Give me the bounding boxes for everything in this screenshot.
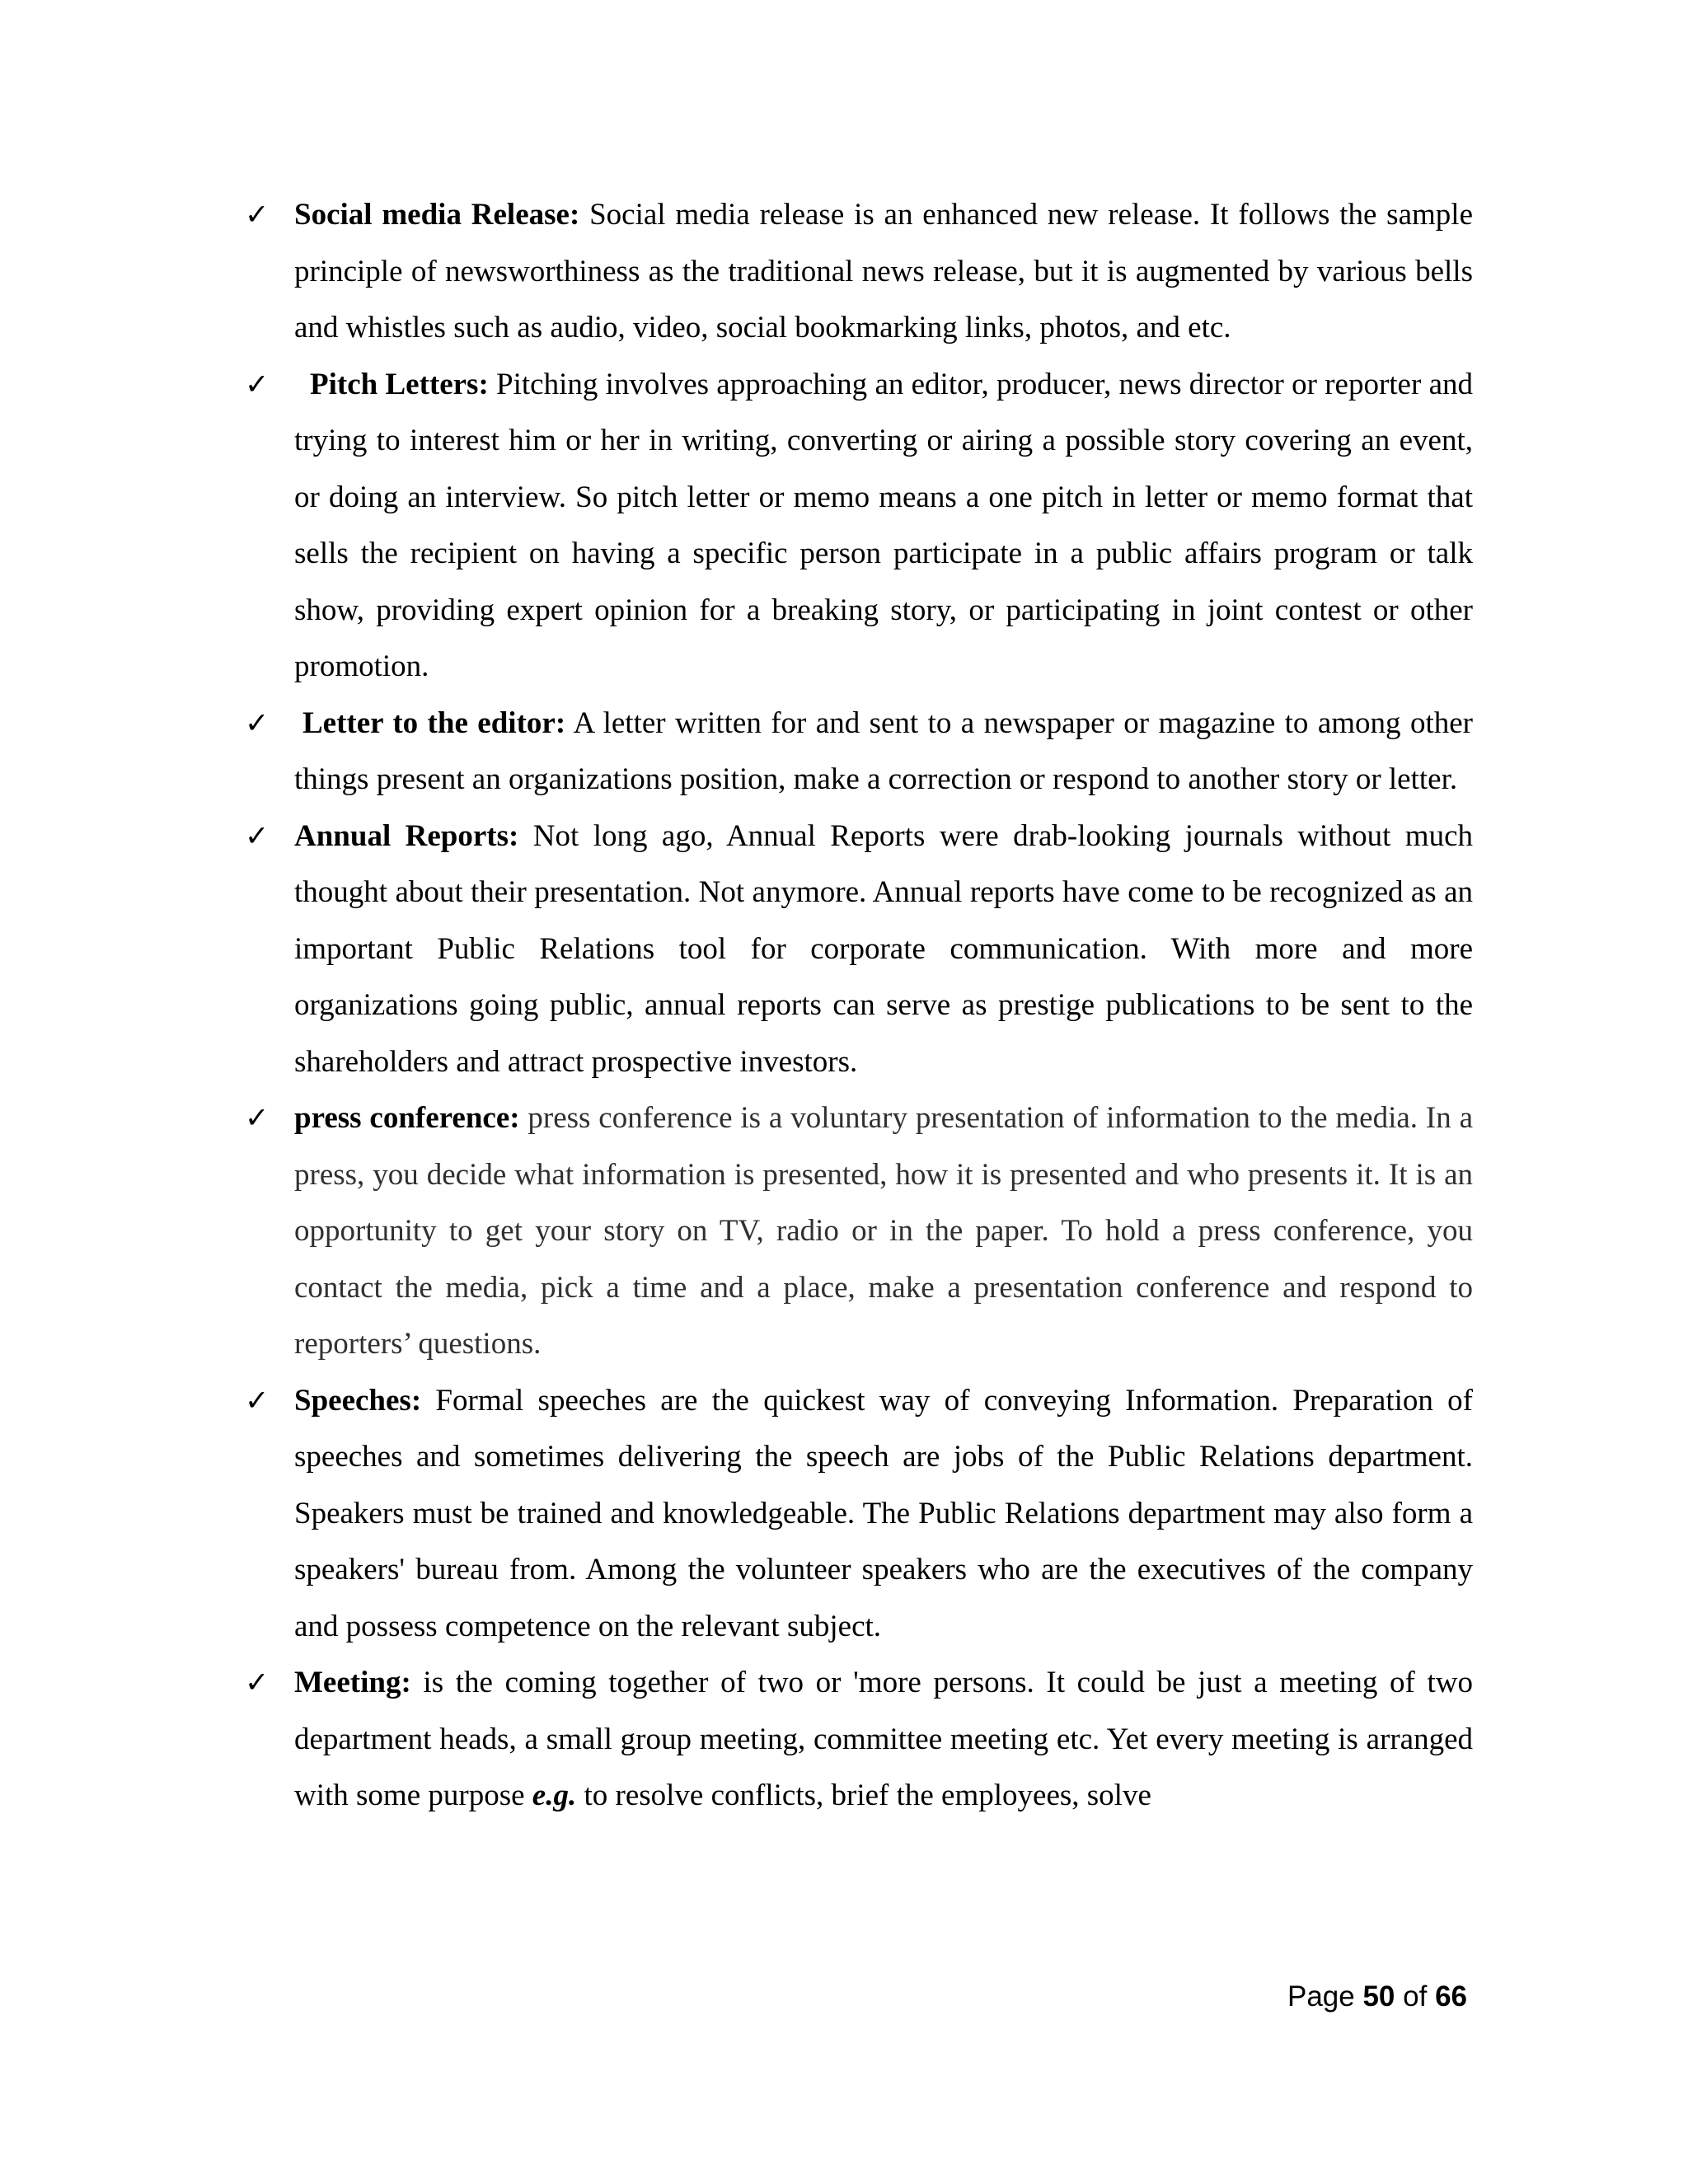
list-item [245,808,1473,1091]
of-label: of [1403,1980,1428,2013]
list-item [245,357,1473,696]
checkmark-icon: ✓ [245,1102,270,1135]
item-text: Formal speeches are the quickest way of conveying Information. Preparation of speeches and sometimes delivering the speech are jobs of the Public Relations department. Speakers must be trained and knowledgeable. The Public Relations department may also form a speakers' bureau from. Among the volunteer speakers who are the executives of the company and possess competence on the relevant subject. [294,1383,1473,1643]
checkmark-icon: ✓ [245,368,270,401]
item-text: Not long ago, Annual Reports were drab-looking journals without much thought about their presentation. Not anymore. Annual reports have come to be recognized as an important Public Relations tool for corporate communication. With more and more organizations going public, annual reports can serve as prestige publications to be sent to the shareholders and attract prospective investors. [294,818,1473,1079]
item-text: to resolve conflicts, brief the employees, solve [576,1779,1151,1812]
page-label: Page [1287,1980,1355,2013]
total-pages: 66 [1435,1980,1467,2013]
list-item [245,1373,1473,1656]
list-item [245,187,1473,357]
item-term: Social media Release: [294,198,580,232]
list-item [245,696,1473,808]
page-number: 50 [1362,1980,1395,2013]
checkmark-icon: ✓ [245,1384,270,1418]
item-term: press conference: [294,1101,520,1135]
checkmark-icon: ✓ [245,199,270,232]
item-text: Social media release is an enhanced new release. It follows the sample principle of newsworthiness as the traditional news release, but it is augmented by various bells and whistles such as audio, video, social bookmarking links, photos, and etc. [294,198,1473,344]
item-text: is the coming together of two or 'more persons. It could be just a meeting of two department heads, a small group meeting, committee meeting etc. Yet every meeting is arranged with some purpose [294,1666,1473,1812]
item-term: Annual Reports: [294,818,519,853]
item-term: Meeting: [294,1666,411,1699]
item-text: A letter written for and sent to a newspaper or magazine to among other things present an organizations position, make a correction or respond to another story or letter. [294,705,1473,796]
item-term: Pitch Letters: [310,367,489,401]
checkmark-icon: ✓ [245,706,270,740]
list-item [245,1655,1473,1825]
list-item [245,1090,1473,1373]
page-footer [1287,1976,1467,2018]
checkmark-icon: ✓ [245,819,270,853]
item-text: press conference is a voluntary presentation of information to the media. In a press, you decide what information is presented, how it is presented and who presents it. It is an opportunity to get your story on TV, radio or in the paper. To hold a press conference, you contact the media, pick a time and a place, make a presentation conference and respond to reporters’ questions. [294,1101,1473,1361]
item-text: Pitching involves approaching an editor, producer, news director or reporter and trying to interest him or her in writing, converting or airing a possible story covering an event, or doing an interview. So pitch letter or memo means a one pitch in letter or memo format that sells the recipient on having a specific person participate in a public affairs program or talk show, providing expert opinion for a breaking story, or participating in joint contest or other promotion. [294,367,1473,683]
checkmark-icon: ✓ [245,1666,270,1699]
item-emphasis: e.g. [532,1779,577,1812]
bullet-list [245,187,1473,1825]
item-term: Letter to the editor: [302,705,566,740]
item-term: Speeches: [294,1383,422,1418]
